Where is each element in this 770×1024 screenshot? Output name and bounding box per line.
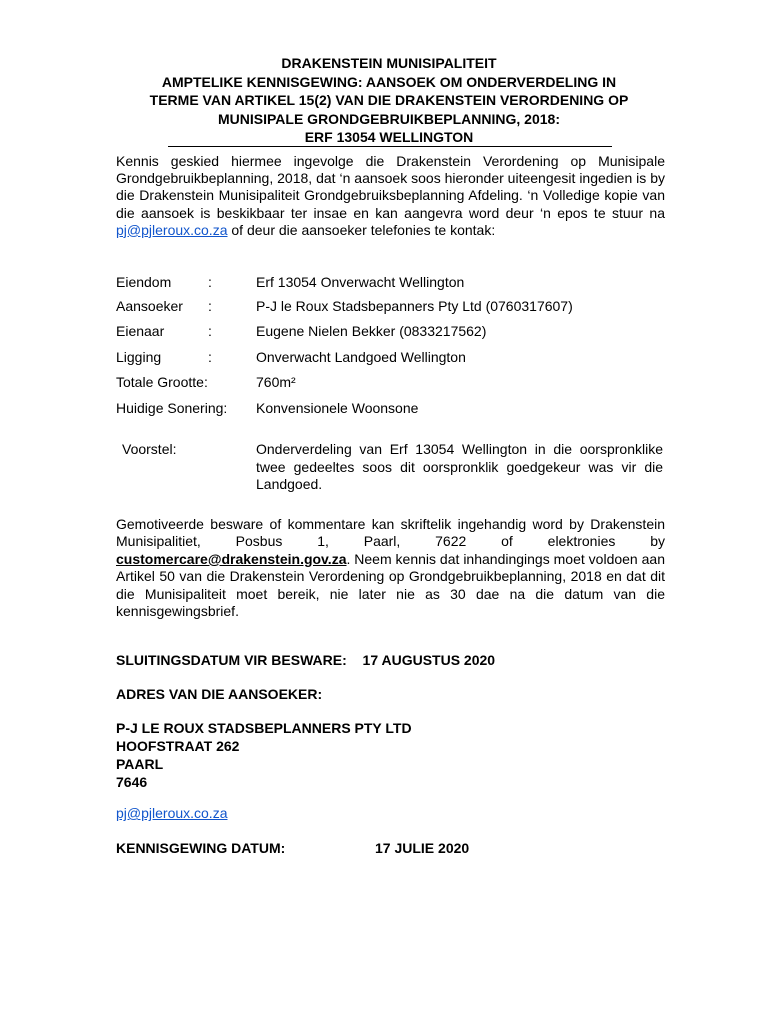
detail-label: Aansoeker <box>116 298 183 314</box>
detail-row-location <box>116 349 676 369</box>
notice-date-label: KENNISGEWING DATUM: <box>116 840 286 856</box>
notice-date-value: 17 JULIE 2020 <box>375 840 470 856</box>
intro-text-end: of deur die aansoeker telefonies te kontak: <box>227 221 496 238</box>
proposal-text: Onderverdeling van Erf 13054 Wellington in die oorspronklike twee gedeeltes soos dit oorspronklik goedgekeur was vir die Landgoed. <box>256 441 663 492</box>
detail-row-owner <box>116 323 676 343</box>
detail-value: P-J le Roux Stadsbepanners Pty Ltd (0760317607) <box>256 298 573 314</box>
detail-value: Onverwacht Landgoed Wellington <box>256 349 466 365</box>
address-street: HOOFSTRAAT 262 <box>116 738 240 754</box>
notice-title-line-1: AMPTELIKE KENNISGEWING: AANSOEK OM ONDERVERDELING IN <box>161 73 617 90</box>
address-town: PAARL <box>116 756 164 772</box>
intro-email-link[interactable]: pj@pjleroux.co.za <box>116 221 228 238</box>
detail-row-zoning <box>116 400 676 420</box>
detail-label: Eiendom <box>116 274 172 290</box>
detail-colon: : <box>208 274 212 290</box>
detail-label: Ligging <box>116 349 162 365</box>
applicant-address <box>116 719 412 791</box>
detail-row-size <box>116 374 676 394</box>
notice-title-line-3: MUNISIPALE GRONDGEBRUIKBEPLANNING, 2018: <box>217 110 560 127</box>
address-postcode: 7646 <box>116 774 148 790</box>
applicant-address-heading: ADRES VAN DIE AANSOEKER: <box>116 686 323 702</box>
detail-colon: : <box>208 323 212 339</box>
objections-paragraph <box>116 516 665 620</box>
detail-label: Huidige Sonering: <box>116 400 228 416</box>
erf-title: ERF 13054 WELLINGTON <box>304 129 474 145</box>
detail-colon: : <box>208 298 212 314</box>
objections-text-end: . Neem kennis dat inhandingings moet voldoen aan Artikel 50 van die Drakenstein Verordening op Grondgebruikbeplanning, 2018 en dat dit die Munisipaliteit moet bereik, nie later nie as 30 dae na die datum van die kennisgewingsbrief. <box>116 550 665 620</box>
detail-value: Erf 13054 Onverwacht Wellington <box>256 274 465 290</box>
closing-date-value: 17 AUGUSTUS 2020 <box>362 652 496 668</box>
proposal-label: Voorstel: <box>122 441 177 457</box>
intro-paragraph <box>116 153 665 239</box>
objections-text-start: Gemotiveerde besware of kommentare kan skriftelik ingehandig word by Drakenstein Munisipalitiet, Posbus 1, Paarl, 7622 of elektronies by <box>116 516 665 550</box>
detail-label: Eienaar <box>116 323 165 339</box>
notice-title-line-2: TERME VAN ARTIKEL 15(2) VAN DIE DRAKENSTEIN VERORDENING OP <box>149 92 629 108</box>
detail-colon: : <box>208 349 212 365</box>
closing-date-line <box>116 652 495 668</box>
detail-label: Totale Grootte: <box>116 374 208 390</box>
contact-email-link[interactable]: pj@pjleroux.co.za <box>116 805 228 821</box>
detail-value: Eugene Nielen Bekker (0833217562) <box>256 323 487 339</box>
header-divider <box>168 146 612 147</box>
address-company: P-J LE ROUX STADSBEPLANNERS PTY LTD <box>116 720 412 736</box>
detail-row-property <box>116 274 676 294</box>
detail-row-applicant <box>116 298 676 318</box>
closing-date-label: SLUITINGSDATUM VIR BESWARE: <box>116 652 347 668</box>
intro-text-start: Kennis geskied hiermee ingevolge die Drakenstein Verordening op Munisipale Grondgebruikbeplanning, 2018, dat ‘n aansoek soos hieronder uiteengesit ingedien is by die Drakenstein Munisipaliteit Grondgebruiksbeplanning Afdeling. ‘n Volledige kopie van die aansoek is beskikbaar ter insae en kan aangevra word deur ‘n epos te stuur na <box>116 153 665 221</box>
objections-email-link[interactable]: customercare@drakenstein.gov.za <box>116 550 347 567</box>
notice-header <box>100 54 678 147</box>
detail-value: Konvensionele Woonsone <box>256 400 419 416</box>
detail-value: 760m² <box>256 374 296 390</box>
municipality-title: DRAKENSTEIN MUNISIPALITEIT <box>281 55 497 71</box>
